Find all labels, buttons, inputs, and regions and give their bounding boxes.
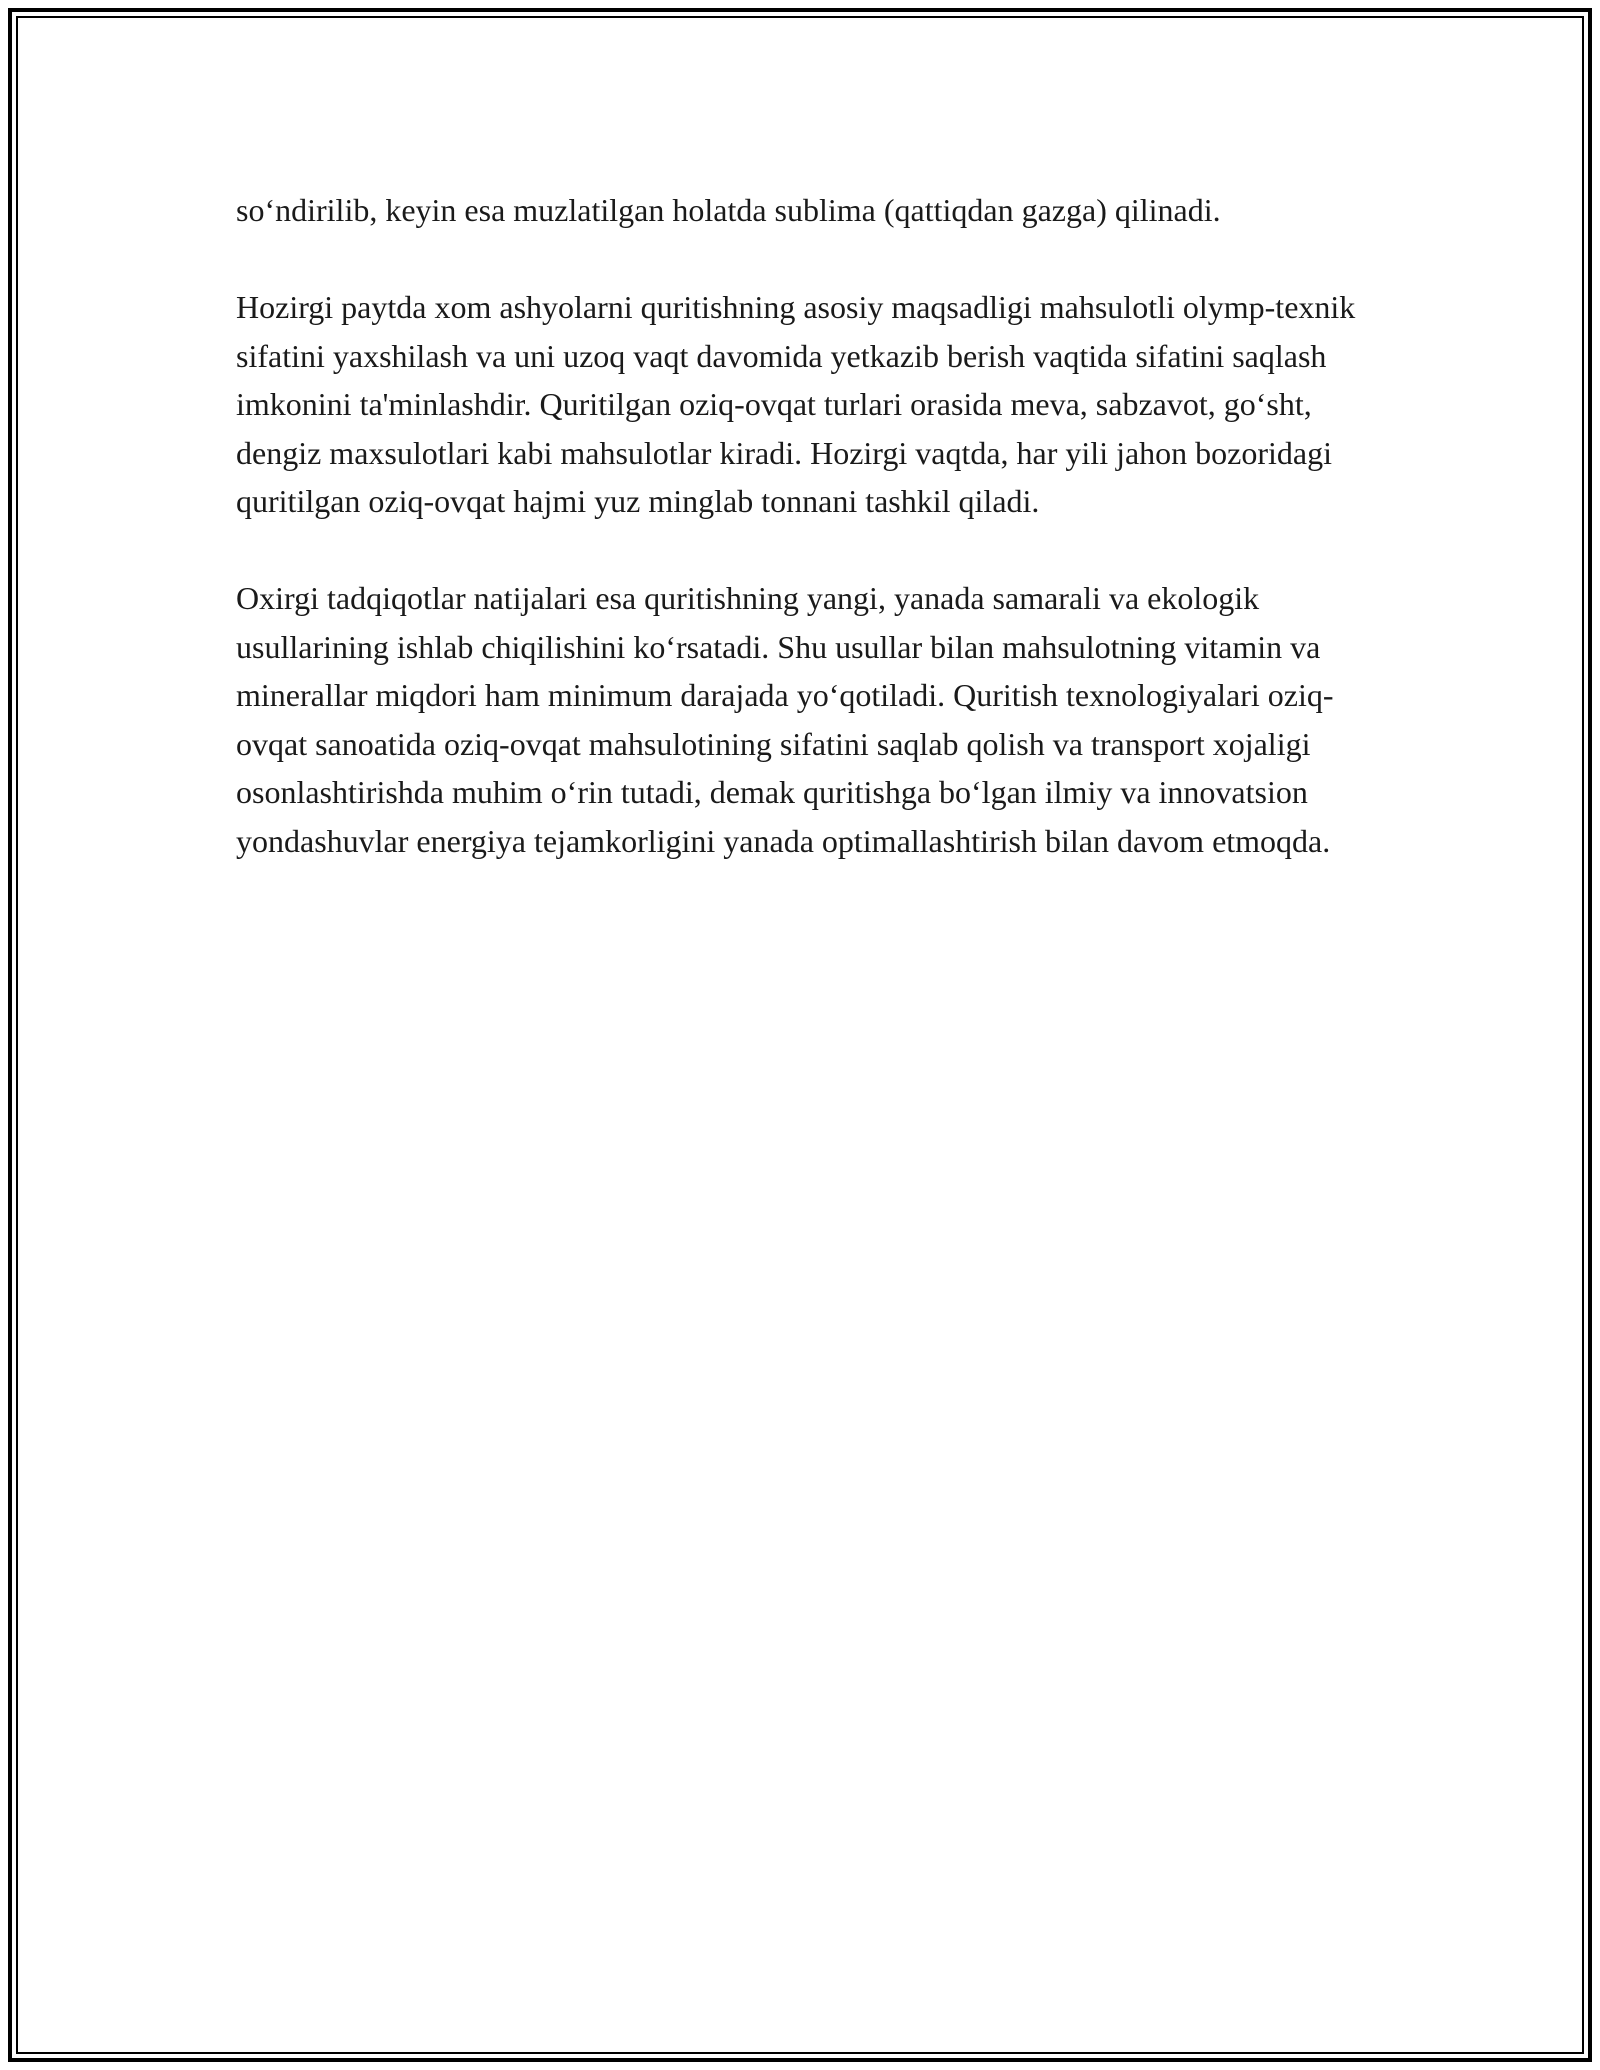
document-body [236,186,1386,865]
paragraph-1: so‘ndirilib, keyin esa muzlatilgan holatda sublima (qattiqdan gazga) qilinadi. [236,192,1221,228]
paragraph-3: Oxirgi tadqiqotlar natijalari esa quritishning yangi, yanada samarali va ekologik usullarining ishlab chiqilishini ko‘rsatadi. Shu usullar bilan mahsulotning vitamin va minerallar miqdori ham minimum darajada yo‘qotiladi. Quritish texnologiyalari oziq-ovqat sanoatida oziq-ovqat mahsulotining sifatini saqlab qolish va transport xojaligi osonlashtirishda muhim o‘rin tutadi, demak quritishga bo‘lgan ilmiy va innovatsion yondashuvlar energiya tejamkorligini yanada optimallashtirish bilan davom etmoqda. [236,580,1334,859]
paragraph-2: Hozirgi paytda xom ashyolarni quritishning asosiy maqsadligi mahsulotli olymp-texnik sifatini yaxshilash va uni uzoq vaqt davomida yetkazib berish vaqtida sifatini saqlash imkonini ta'minlashdir. Quritilgan oziq-ovqat turlari orasida meva, sabzavot, go‘sht, dengiz maxsulotlari kabi mahsulotlar kiradi. Hozirgi vaqtda, har yili jahon bozoridagi quritilgan oziq-ovqat hajmi yuz minglab tonnani tashkil qiladi. [236,289,1356,519]
